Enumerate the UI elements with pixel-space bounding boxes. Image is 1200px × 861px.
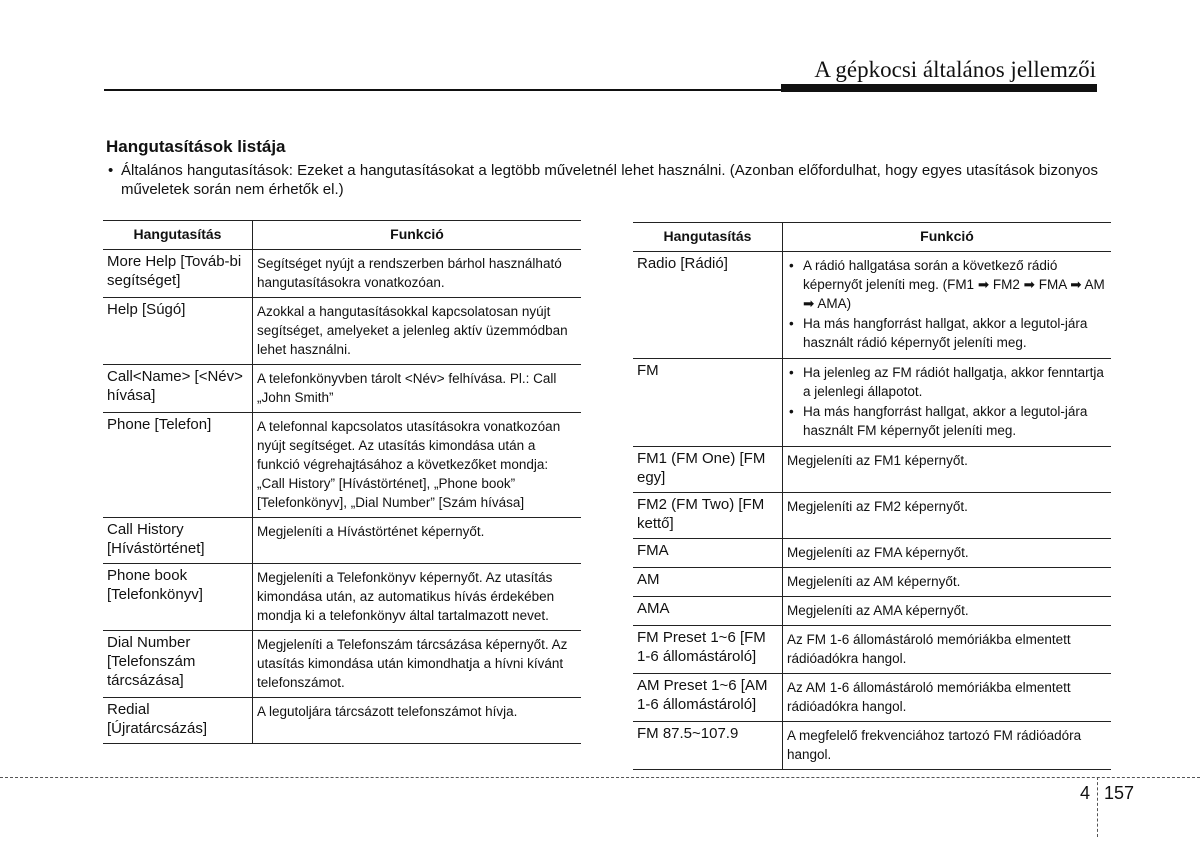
command-cell: Radio [Rádió] <box>633 252 783 359</box>
table-row <box>633 674 1111 722</box>
table-row <box>103 698 581 744</box>
function-cell: Megjeleníti az FMA képernyőt. <box>787 545 969 560</box>
function-cell <box>783 359 1112 447</box>
function-text: Azokkal a hangutasításokkal kapcsolatosan nyújt segítséget, amelyeket a jelenleg aktív üzemmódban lehet használni. <box>257 304 568 357</box>
function-cell <box>253 518 582 564</box>
bullet-icon: • <box>108 162 114 179</box>
command-cell: Phone [Telefon] <box>103 413 253 518</box>
command-cell: Call<Name> [<Név> hívása] <box>103 365 253 413</box>
function-text: A telefonkönyvben tárolt <Név> felhívása. Pl.: Call „John Smith” <box>257 371 557 405</box>
function-cell <box>253 250 582 298</box>
table-row <box>103 564 581 631</box>
command-cell: FMA <box>633 539 783 568</box>
table-row <box>633 252 1111 359</box>
command-cell: FM <box>633 359 783 447</box>
table-row <box>103 298 581 365</box>
header-rule-thin <box>104 89 784 91</box>
command-cell: AMA <box>633 597 783 626</box>
command-cell: AM Preset 1~6 [AM 1-6 állomástároló] <box>633 674 783 722</box>
command-cell: Call History [Hívástörténet] <box>103 518 253 564</box>
bullet-item: • A rádió hallgatása során a következő rádió képernyőt jeleníti meg. (FM1 ➡ FM2 ➡ FMA ➡ AM ➡ AMA) <box>787 256 1107 313</box>
table-row <box>633 597 1111 626</box>
column-header-function: Funkció <box>920 228 974 244</box>
footer-dashed-divider <box>1097 777 1098 837</box>
column-header-command: Hangutasítás <box>633 223 783 252</box>
table-row <box>633 626 1111 674</box>
command-cell: More Help [Továb-bi segítséget] <box>103 250 253 298</box>
command-cell: Phone book [Telefonkönyv] <box>103 564 253 631</box>
table-row <box>103 518 581 564</box>
function-text: Megjeleníti a Telefonszám tárcsázása képernyőt. Az utasítás kimondása után kimondhatja a hívni kívánt telefonszámot. <box>257 637 568 690</box>
intro-text: Általános hangutasítások: Ezeket a hangutasításokat a legtöbb műveletnél lehet használni. (Azonban előfordulhat, hogy egyes utasítások bizonyos műveletek során nem érhetők el.) <box>121 162 1098 198</box>
function-cell <box>253 413 582 518</box>
command-cell: FM Preset 1~6 [FM 1-6 állomástároló] <box>633 626 783 674</box>
table-row <box>103 250 581 298</box>
bullet-item: • Ha jelenleg az FM rádiót hallgatja, akkor fenntartja a jelenlegi állapotot. <box>787 363 1107 401</box>
table-row <box>103 413 581 518</box>
function-cell: Megjeleníti az FM2 képernyőt. <box>787 499 968 514</box>
function-cell: Az FM 1-6 állomástároló memóriákba elmentett rádióadókra hangol. <box>787 632 1071 666</box>
bullet-item: • Ha más hangforrást hallgat, akkor a legutol-jára használt rádió képernyőt jeleníti meg. <box>787 314 1107 352</box>
table-row <box>633 568 1111 597</box>
footer-dashed-rule <box>0 777 1200 778</box>
function-text: Segítséget nyújt a rendszerben bárhol használható hangutasításokra vonatkozóan. <box>257 256 562 290</box>
bullet-item: • Ha más hangforrást hallgat, akkor a legutol-jára használt FM képernyőt jeleníti meg. <box>787 402 1107 440</box>
table-row <box>103 631 581 698</box>
command-cell: FM1 (FM One) [FM egy] <box>633 447 783 493</box>
header-rule-thick <box>781 84 1097 92</box>
command-cell: FM 87.5~107.9 <box>633 722 783 770</box>
function-cell: Megjeleníti az AM képernyőt. <box>787 574 961 589</box>
page-header-title: A gépkocsi általános jellemzői <box>814 57 1096 82</box>
table-row <box>633 493 1111 539</box>
column-header-command: Hangutasítás <box>103 221 253 250</box>
function-cell: Megjeleníti az FM1 képernyőt. <box>787 453 968 468</box>
function-cell: Az AM 1-6 állomástároló memóriákba elmentett rádióadókra hangol. <box>787 680 1071 714</box>
page-number: 157 <box>1104 783 1135 803</box>
table-row <box>633 359 1111 447</box>
function-cell <box>253 298 582 365</box>
function-text: A legutoljára tárcsázott telefonszámot hívja. <box>257 704 518 719</box>
function-text: Megjeleníti a Telefonkönyv képernyőt. Az utasítás kimondása után, az automatikus hívás érdekében mondja ki a telefonkönyv által tartalmazott nevet. <box>257 570 555 623</box>
function-cell <box>253 698 582 744</box>
chapter-number: 4 <box>1080 783 1091 803</box>
function-cell <box>783 252 1112 359</box>
table-row <box>103 365 581 413</box>
table-row <box>633 539 1111 568</box>
function-cell <box>253 564 582 631</box>
voice-commands-table-right <box>633 222 1111 770</box>
function-cell: A megfelelő frekvenciához tartozó FM rádióadóra hangol. <box>787 728 1082 762</box>
voice-commands-table-left <box>103 220 581 744</box>
intro-paragraph <box>108 161 1098 199</box>
section-title: Hangutasítások listája <box>106 137 286 156</box>
column-header-function: Funkció <box>390 226 444 242</box>
function-cell: Megjeleníti az AMA képernyőt. <box>787 603 969 618</box>
table-row <box>633 447 1111 493</box>
function-text: Megjeleníti a Hívástörténet képernyőt. <box>257 524 485 539</box>
command-cell: FM2 (FM Two) [FM kettő] <box>633 493 783 539</box>
table-row <box>633 722 1111 770</box>
command-cell: AM <box>633 568 783 597</box>
command-cell: Redial [Újratárcsázás] <box>103 698 253 744</box>
command-cell: Dial Number [Telefonszám tárcsázása] <box>103 631 253 698</box>
function-cell <box>253 365 582 413</box>
function-text: A telefonnal kapcsolatos utasításokra vonatkozóan nyújt segítséget. Az utasítás kimondása után a funkció végrehajtásához a következőket mondja: „Call History” [Hívástörténet], „Phone book” [Telefonkönyv], „Dial Number” [Szám hívása] <box>257 419 561 510</box>
function-cell <box>253 631 582 698</box>
command-cell: Help [Súgó] <box>103 298 253 365</box>
